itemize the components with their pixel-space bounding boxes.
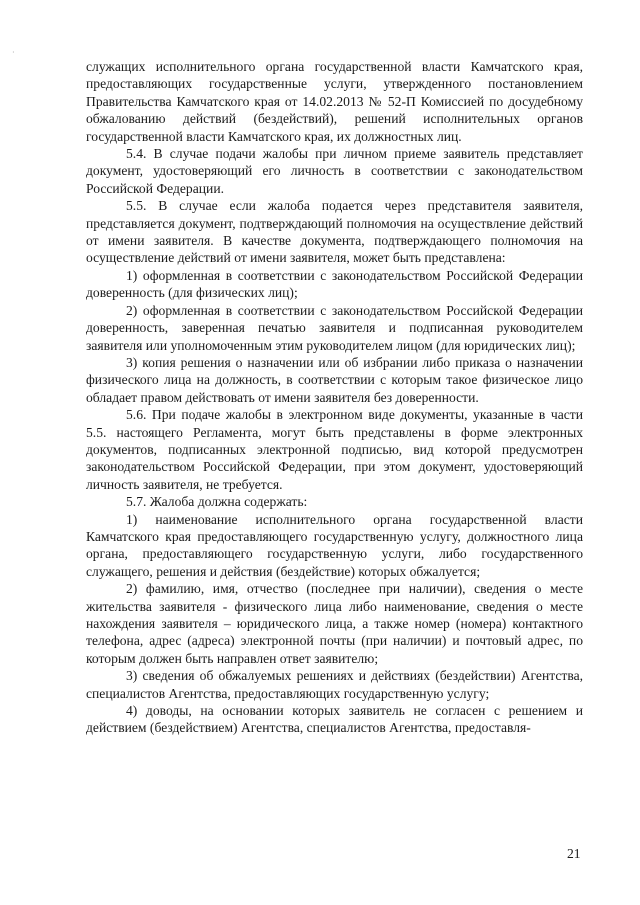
paragraph-5-7: 5.7. Жалоба должна содержать: [126,494,308,510]
document-body [86,58,583,737]
list-item-5-7-2: 2) фамилию, имя, отчество (последнее при наличии), сведения о месте жительства заявителя - физического лица либо наименование, сведения о месте нахождения заявителя – юридического лица, а также номер (номера) контактного телефона, адрес (адреса) электронной почты (при наличии) и почтовый адрес, по которым должен быть направлен ответ заявителю; [86,581,583,666]
margin-mark: · [12,48,15,57]
paragraph-5-6: 5.6. При подаче жалобы в электронном виде документы, указанные в части 5.5. настоящего Регламента, могут быть представлены в форме электронных документов, подписанных электронной подписью, вид которой предусмотрен законодательством Российской Федерации, при этом документ, удостоверяющий личность заявителя, не требуется. [86,407,583,492]
paragraph-5-4: 5.4. В случае подачи жалобы при личном приеме заявитель представляет документ, удостоверяющий его личность в соответствии с законодательством Российской Федерации. [86,146,583,196]
page-number: 21 [567,846,581,861]
paragraph-continuation: служащих исполнительного органа государственной власти Камчатского края, предоставляющих государственные услуги, утвержденного постановлением Правительства Камчатского края от 14.02.2013 № 52-П Комиссией по досудебному обжалованию действий (бездействий), решений исполнительных органов государственной власти Камчатского края, их должностных лиц. [86,59,583,144]
list-item-5-5-2: 2) оформленная в соответствии с законодательством Российской Федерации доверенность, заверенная печатью заявителя и подписанная руководителем заявителя или уполномоченным этим руководителем лицом (для юридических лиц); [86,302,583,353]
list-item-5-5-3: 3) копия решения о назначении или об избрании либо приказа о назначении физического лица на должность, в соответствии с которым такое физическое лицо обладает правом действовать от имени заявителя без доверенности. [86,354,583,405]
list-item-5-7-4: 4) доводы, на основании которых заявитель не согласен с решением и действием (бездействием) Агентства, специалистов Агентства, предоставля- [86,703,583,736]
paragraph-5-5: 5.5. В случае если жалоба подается через представителя заявителя, представляется документ, подтверждающий полномочия на осуществление действий от имени заявителя. В качестве документа, подтверждающего полномочия на осуществление действий от имени заявителя, может быть представлена: [86,198,583,266]
list-item-5-7-3: 3) сведения об обжалуемых решениях и действиях (бездействии) Агентства, специалистов Агентства, предоставляющих государственную услугу; [86,668,583,701]
list-item-5-7-1: 1) наименование исполнительного органа государственной власти Камчатского края предоставляющего государственную услугу, должностного лица органа, предоставляющего государственную услуги, либо государственного служащего, решения и действия (бездействие) которых обжалуется; [86,511,583,579]
list-item-5-5-1: 1) оформленная в соответствии с законодательством Российской Федерации доверенность (для физических лиц); [86,267,583,301]
